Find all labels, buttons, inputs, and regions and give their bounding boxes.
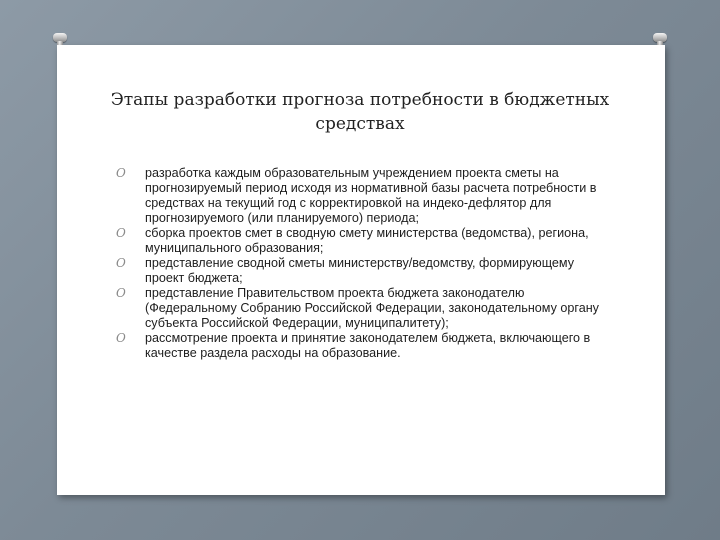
list-item xyxy=(116,256,601,286)
list-item-text: рассмотрение проекта и принятие законодателем бюджета, включающего в качестве раздела расходы на образование. xyxy=(145,331,591,360)
bullet-icon: O xyxy=(116,256,126,270)
slide-title-line-2: средствах xyxy=(315,114,405,134)
slide-title-line-1: Этапы разработки прогноза потребности в бюджетных xyxy=(110,90,610,110)
bullet-icon: O xyxy=(116,226,126,240)
bullet-icon: O xyxy=(116,286,126,300)
list-item xyxy=(116,226,601,256)
list-item-text: разработка каждым образовательным учреждением проекта сметы на прогнозируемый период исходя из нормативной базы расчета потребности в средствах на текущий год с корректировкой на индеко-дефлятор для прогнозируемого (или планируемого) периода; xyxy=(145,166,597,225)
list-item-text: представление сводной сметы министерству/ведомству, формирующему проект бюджета; xyxy=(145,256,575,285)
list-item xyxy=(116,331,601,361)
list-item xyxy=(116,286,601,331)
list-item-text: сборка проектов смет в сводную смету министерства (ведомства), региона, муниципального образования; xyxy=(145,226,589,255)
bullet-icon: O xyxy=(116,166,126,180)
stages-list xyxy=(116,166,601,361)
list-item-text: представление Правительством проекта бюджета законодателю (Федеральному Собранию Российской Федерации, законодательному органу субъекта Российской Федерации, муниципалитету); xyxy=(145,286,599,330)
slide-title xyxy=(0,88,720,136)
bullet-icon: O xyxy=(116,331,126,345)
list-item xyxy=(116,166,601,226)
